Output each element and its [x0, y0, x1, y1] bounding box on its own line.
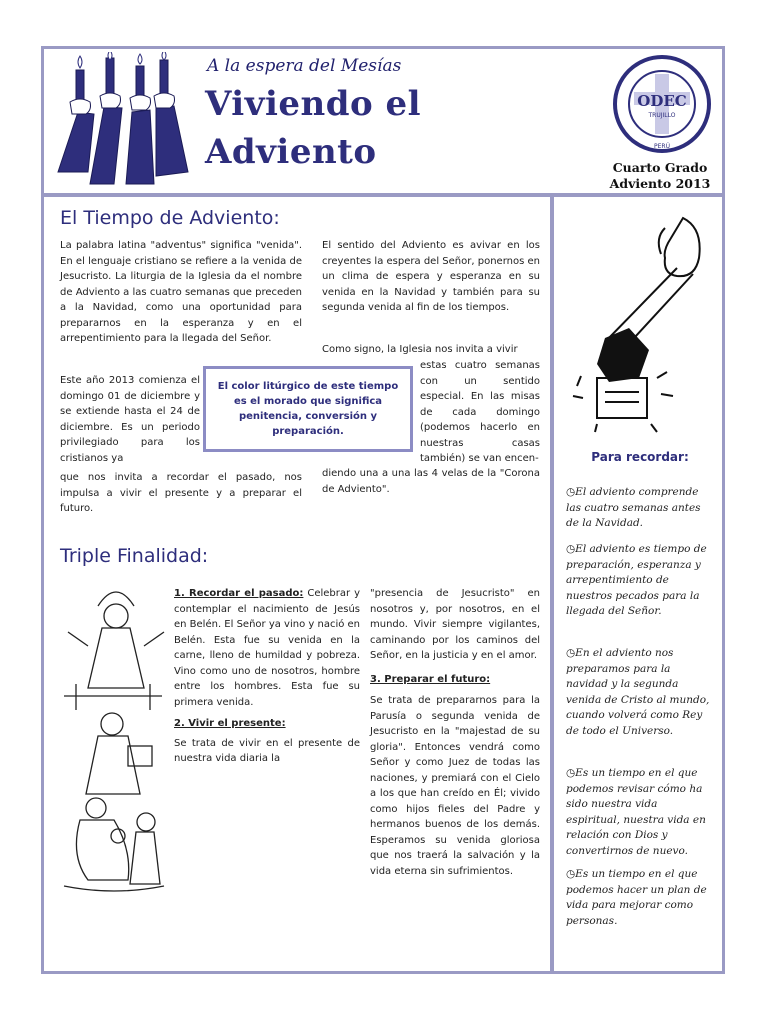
callout-text: El color litúrgico de este tiempo es el morado que significa penitencia, conversión y preparación.	[217, 381, 399, 437]
item3-title: 3. Preparar el futuro:	[370, 673, 491, 685]
clock-icon: ◷	[566, 647, 576, 659]
finalidad-column1	[174, 586, 360, 767]
clock-icon: ◷	[566, 486, 576, 498]
paragraph-dates: Este año 2013 comienza el domingo 01 de diciembre y se extiende hasta el 24 de diciembre. Es un periodo privilegiado para los cristianos ya	[60, 375, 200, 464]
paragraph-signo-cont: estas cuatro semanas con un sentido especial. En las misas de cada domingo (podemos hacerlo en nuestras casas también) se van encen-	[420, 360, 540, 464]
seal-city-text: TRUJILLO	[648, 112, 676, 119]
hands-candles-illustration	[48, 52, 198, 192]
item2-continuation: "presencia de Jesucristo" en nosotros y, por nosotros, en el mundo. Vivir siempre vigilantes, caminando por los caminos del Señor, en la justicia y en el amor.	[370, 588, 540, 661]
finalidad-column2	[370, 586, 540, 879]
clock-icon: ◷	[566, 543, 576, 555]
item2-title: 2. Vivir el presente:	[174, 718, 286, 729]
liturgical-color-callout	[203, 366, 413, 452]
tip-item: ◷El adviento es tiempo de preparación, esperanza y arrepentimiento de nuestros pecados para la llegada del Señor.	[566, 543, 707, 617]
section-title-tiempo: El Tiempo de Adviento:	[60, 207, 280, 229]
grade-info	[600, 160, 720, 192]
tip-item: ◷En el adviento nos preparamos para la navidad y la segunda venida de Cristo al mundo, cuando volverá como Rey de todo el Universo.	[566, 647, 710, 737]
item1-text: Celebrar y contemplar el nacimiento de Jesús en Belén. El Señor ya vino y nació en Belén. Esta fue su venida en la carne, lleno de humildad y pobreza. Vino como uno de nosotros, hombre entre los hombres. Esta fue su primera venida.	[174, 588, 361, 708]
item1-title: 1. Recordar el pasado:	[174, 588, 304, 599]
tip-item: ◷Es un tiempo en el que podemos revisar cómo ha sido nuestra vida espiritual, nuestra vida en relación con Dios y convertirnos de nuevo.	[566, 767, 706, 857]
section-title-finalidad: Triple Finalidad:	[60, 545, 209, 567]
paragraph-signo: Como signo, la Iglesia nos invita a vivir	[322, 344, 518, 355]
paragraph-sentido: El sentido del Adviento es avivar en los creyentes la espera del Señor, ponernos en un clima de espera y esperanza en su venida en la Navidad y también para su segunda venida al fin de los tiempos.	[322, 240, 540, 313]
odec-seal-logo	[612, 54, 712, 154]
paragraph-dates-cont: que nos invita a recordar el pasado, nos impulsa a vivir el presente y a preparar el futuro.	[60, 472, 302, 514]
page-title-line2: Adviento	[205, 132, 377, 172]
season-label: Adviento 2013	[609, 176, 711, 191]
paragraph-signo-end: diendo una a una las 4 velas de la "Corona de Adviento".	[322, 468, 540, 495]
clock-icon: ◷	[566, 767, 576, 779]
grade-label: Cuarto Grado	[612, 160, 708, 175]
seal-center-text: ODEC	[637, 92, 687, 110]
tagline: A la espera del Mesías	[207, 56, 402, 76]
page-title-line1: Viviendo el	[205, 84, 422, 124]
tip-item: ◷Es un tiempo en el que podemos hacer un plan de vida para mejorar como personas.	[566, 868, 707, 927]
sidebar-title: Para recordar:	[591, 450, 689, 464]
raised-fist-illustration	[565, 208, 715, 434]
nativity-illustration	[58, 586, 168, 906]
tip-item: ◷El adviento comprende las cuatro semanas antes de la Navidad.	[566, 486, 701, 529]
item2-text: Se trata de vivir en el presente de nuestra vida diaria la	[174, 737, 360, 764]
paragraph-adventus: La palabra latina "adventus" significa "venida". En el lenguaje cristiano se refiere a la venida de Jesucristo. La liturgia de la Iglesia da el nombre de Adviento a las cuatro semanas que preceden a la Navidad, como una oportunidad para prepararnos en la esperanza y en el arrepentimiento para la llegada del Señor.	[60, 240, 302, 344]
item3-text: Se trata de prepararnos para la Parusía o segunda venida de Jesucristo en la "majestad de su gloria". Entonces vendrá como Señor y como Juez de todas las naciones, y premiará con el Cielo a los que han creído en Él; vivido como hijos fieles del Padre y hermanos buenos de los demás. Esperamos su venida gloriosa que nos traerá la salvación y la vida eterna sin sufrimientos.	[370, 695, 540, 877]
clock-icon: ◷	[566, 868, 576, 880]
seal-country-text: PERÚ	[654, 143, 670, 150]
